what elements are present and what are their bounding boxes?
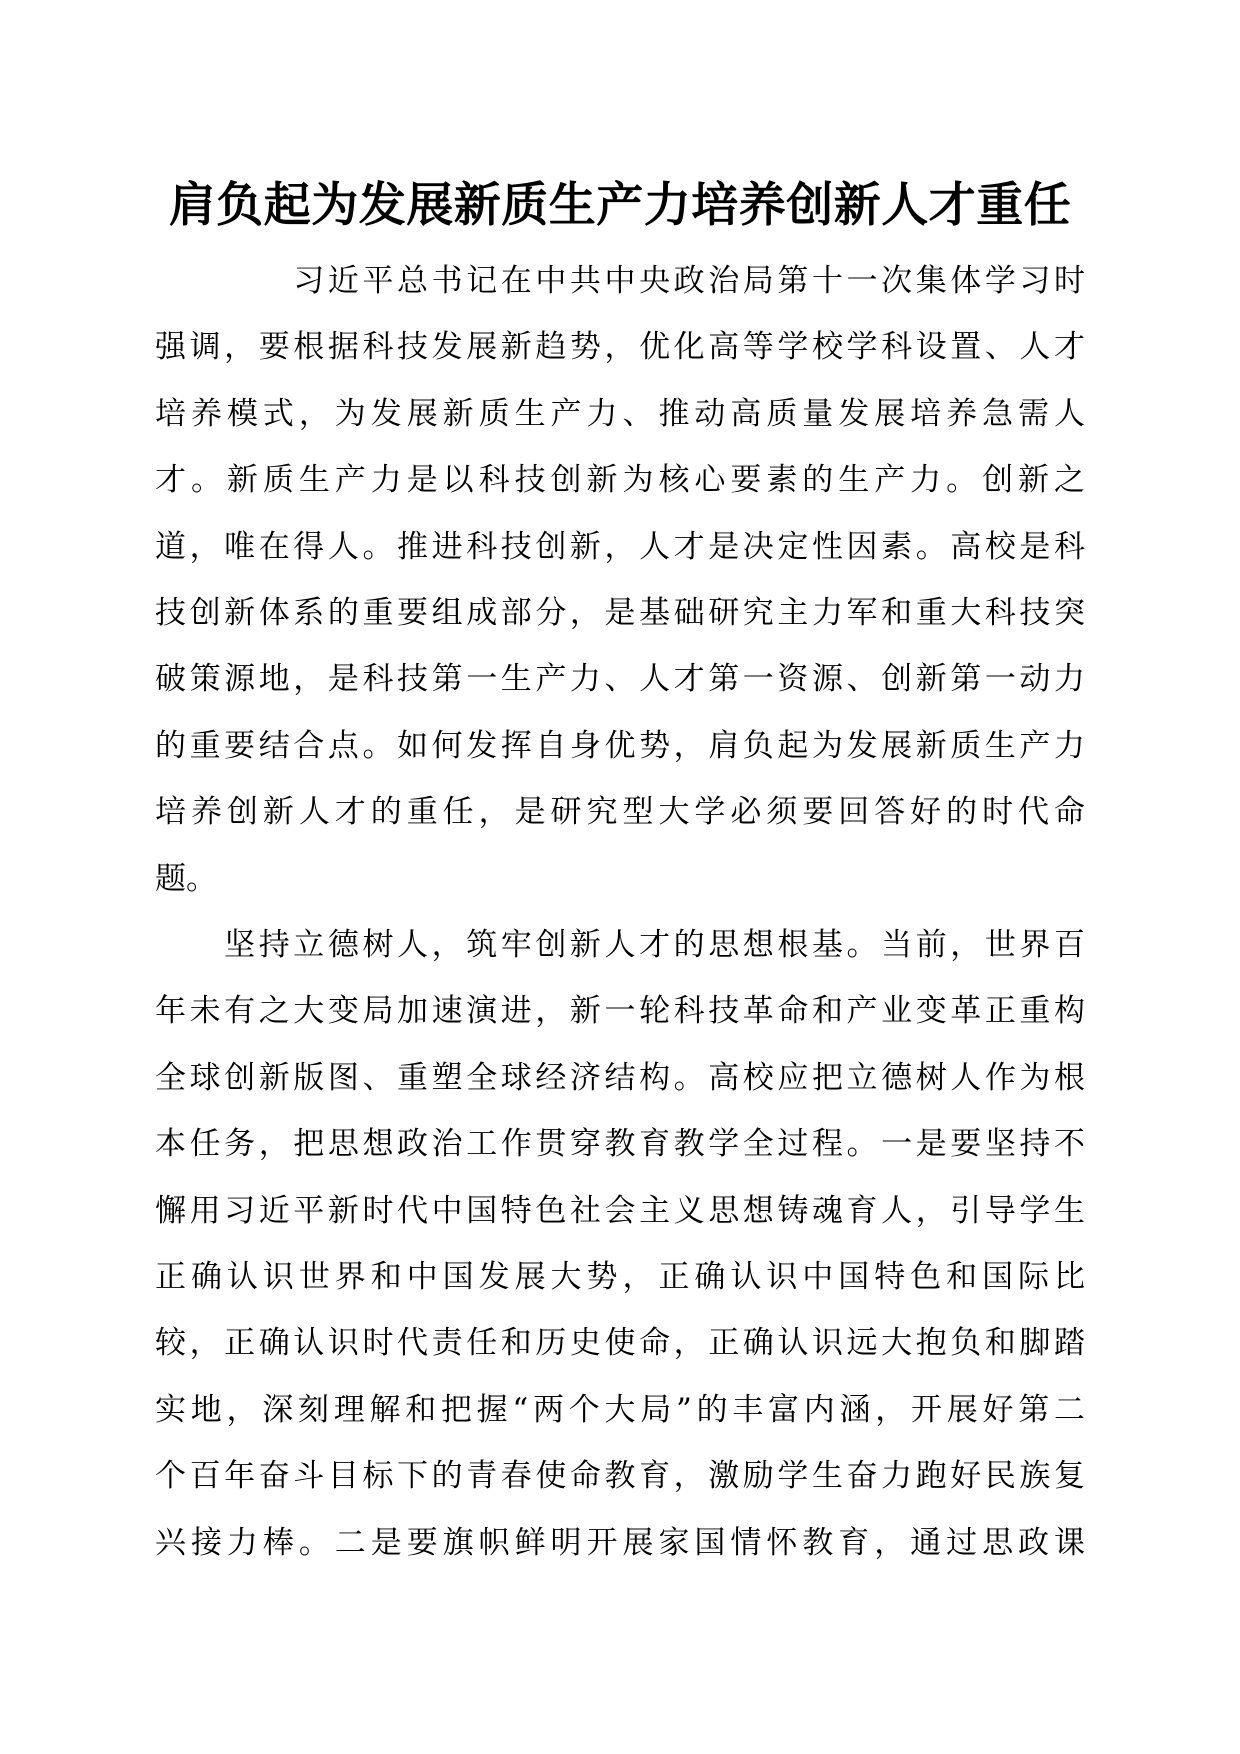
text-line: 正确认识世界和中国发展大势，正确认识中国特色和国际比 bbox=[155, 1258, 1085, 1295]
text-line: 懈用习近平新时代中国特色社会主义思想铸魂育人，引导学生 bbox=[155, 1192, 1085, 1229]
text-line: 较，正确认识时代责任和历史使命，正确认识远大抱负和脚踏 bbox=[155, 1325, 1085, 1362]
text-line: 的重要结合点。如何发挥自身优势，肩负起为发展新质生产力 bbox=[155, 727, 1085, 764]
text-line: 习近平总书记在中共中央政治局第十一次集体学习时 bbox=[155, 263, 1085, 299]
text-line: 兴接力棒。二是要旗帜鲜明开展家国情怀教育，通过思政课 bbox=[155, 1524, 1085, 1561]
text-line: 坚持立德树人，筑牢创新人才的思想根基。当前，世界百 bbox=[155, 927, 1085, 963]
text-line: 个百年奋斗目标下的青春使命教育，激励学生奋力跑好民族复 bbox=[155, 1458, 1085, 1495]
text-line: 本任务，把思想政治工作贯穿教育教学全过程。一是要坚持不 bbox=[155, 1126, 1085, 1163]
document-title: 肩负起为发展新质生产力培养创新人才重任 bbox=[168, 178, 1072, 233]
paragraph-2 bbox=[155, 912, 1085, 1576]
paragraph-1 bbox=[155, 248, 1085, 912]
text-line: 实地，深刻理解和把握“两个大局”的丰富内涵，开展好第二 bbox=[155, 1391, 1085, 1428]
text-line: 培养创新人才的重任，是研究型大学必须要回答好的时代命 bbox=[155, 794, 1085, 831]
text-line: 破策源地，是科技第一生产力、人才第一资源、创新第一动力 bbox=[155, 661, 1085, 698]
text-line: 年未有之大变局加速演进，新一轮科技革命和产业变革正重构 bbox=[155, 993, 1085, 1030]
text-line: 技创新体系的重要组成部分，是基础研究主力军和重大科技突 bbox=[155, 594, 1085, 631]
text-line: 培养模式，为发展新质生产力、推动高质量发展培养急需人 bbox=[155, 395, 1085, 432]
text-line: 才。新质生产力是以科技创新为核心要素的生产力。创新之 bbox=[155, 462, 1085, 499]
text-line: 强调，要根据科技发展新趋势，优化高等学校学科设置、人才 bbox=[155, 329, 1085, 366]
text-line: 道，唯在得人。推进科技创新，人才是决定性因素。高校是科 bbox=[155, 528, 1085, 565]
text-line: 全球创新版图、重塑全球经济结构。高校应把立德树人作为根 bbox=[155, 1059, 1085, 1096]
text-line: 题。 bbox=[155, 860, 217, 897]
